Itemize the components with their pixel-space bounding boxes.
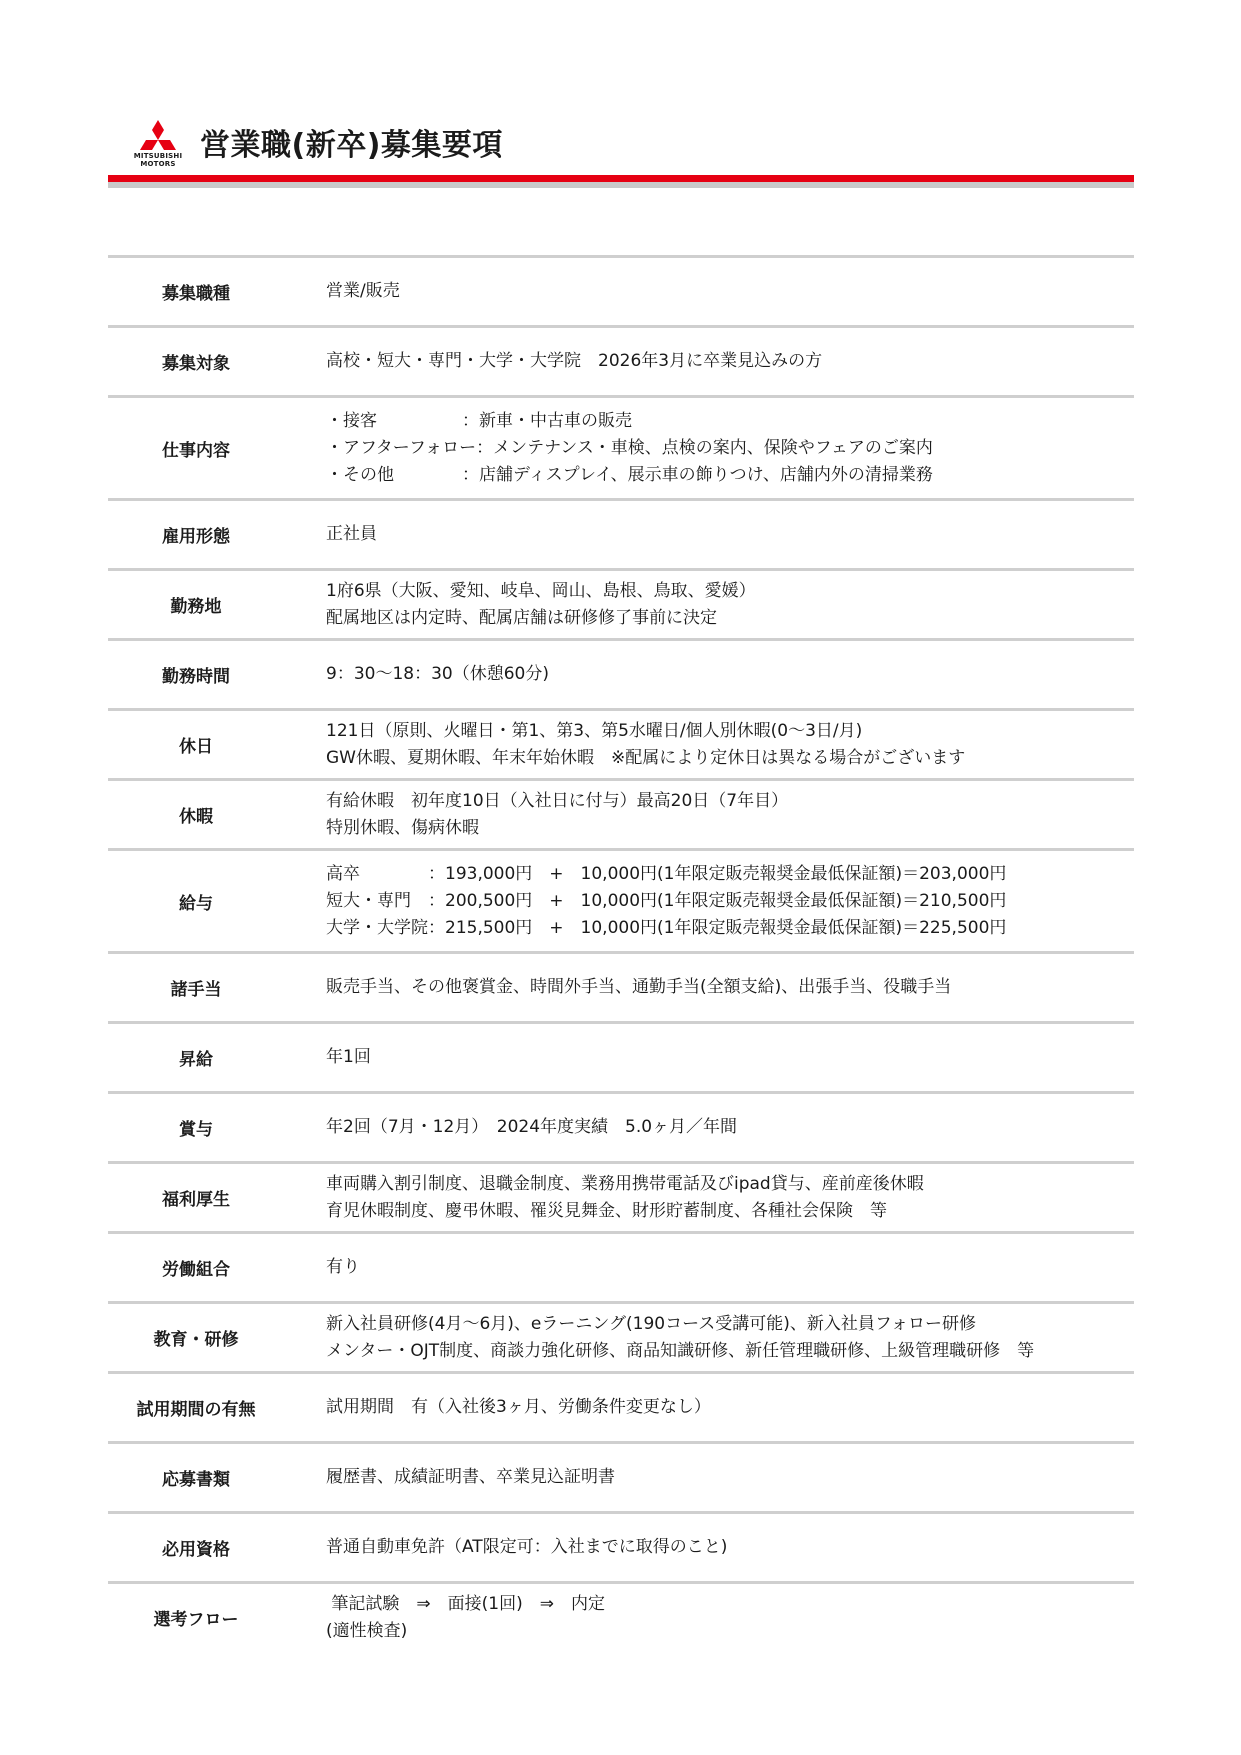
row-label: 勤務時間 xyxy=(162,667,230,687)
row-value xyxy=(326,578,756,632)
table-row xyxy=(108,325,1134,395)
row-value xyxy=(326,278,400,305)
value-line: 育児休暇制度、慶弔休暇、罹災見舞金、財形貯蓄制度、各種社会保険 等 xyxy=(326,1200,887,1221)
value-line: 配属地区は内定時、配属店舗は研修修了事前に決定 xyxy=(326,607,717,628)
value-line: ・その他 ：店舗ディスプレイ、展示車の飾りつけ、店舗内外の清掃業務 xyxy=(326,464,933,485)
value-line: 1府6県（大阪、愛知、岐阜、岡山、島根、鳥取、愛媛） xyxy=(326,580,756,601)
value-line: 有給休暇 初年度10日（入社日に付与）最高20日（7年目） xyxy=(326,790,789,811)
value-line: 高卒 ：193,000円 + 10,000円(1年限定販売報奨金最低保証額)＝203,000円 xyxy=(326,863,1007,884)
row-value xyxy=(326,1311,1034,1365)
value-line: 有り xyxy=(326,1257,360,1277)
row-label: 給与 xyxy=(179,893,213,914)
row-label: 募集対象 xyxy=(162,354,230,374)
row-label: 昇給 xyxy=(179,1050,213,1070)
value-line: 車両購入割引制度、退職金制度、業務用携帯電話及びipad貸与、産前産後休暇 xyxy=(326,1173,924,1194)
table-row xyxy=(108,1161,1134,1231)
table-row xyxy=(108,778,1134,848)
row-label: 勤務地 xyxy=(170,597,222,617)
row-value xyxy=(326,1464,615,1491)
table-row xyxy=(108,638,1134,708)
page-title: 営業職(新卒)募集要項 xyxy=(200,128,503,163)
table-row xyxy=(108,1371,1134,1441)
row-value xyxy=(326,1534,727,1561)
value-line: メンター・OJT制度、商談力強化研修、商品知識研修、新任管理職研修、上級管理職研修 等 xyxy=(326,1340,1035,1361)
row-value xyxy=(326,1394,711,1421)
row-label: 賞与 xyxy=(179,1120,213,1140)
row-label: 仕事内容 xyxy=(162,440,230,461)
row-label: 休暇 xyxy=(179,807,213,827)
row-label: 休日 xyxy=(179,737,213,757)
value-line: 正社員 xyxy=(326,524,377,544)
table-row xyxy=(108,1301,1134,1371)
row-value xyxy=(326,521,377,548)
row-value xyxy=(326,718,965,772)
row-value xyxy=(326,1171,924,1225)
table-row xyxy=(108,848,1134,951)
row-label: 選考フロー xyxy=(153,1610,239,1630)
logo-wordmark: MITSUBISHI MOTORS xyxy=(133,152,183,168)
header-grey-rule xyxy=(108,182,1134,188)
table-row xyxy=(108,1441,1134,1511)
row-label: 労働組合 xyxy=(162,1260,230,1280)
row-label: 必用資格 xyxy=(162,1540,230,1560)
row-value xyxy=(326,788,788,842)
value-line: 121日（原則、火曜日・第1、第3、第5水曜日/個人別休暇(0～3日/月) xyxy=(326,720,863,741)
table-row xyxy=(108,1091,1134,1161)
value-line: 9：30～18：30（休憩60分) xyxy=(326,664,549,684)
row-value xyxy=(326,1114,737,1141)
table-row xyxy=(108,395,1134,498)
table-row xyxy=(108,568,1134,638)
value-line: 特別休暇、傷病休暇 xyxy=(326,817,479,838)
value-line: 短大・専門 ：200,500円 + 10,000円(1年限定販売報奨金最低保証額)＝210,500円 xyxy=(326,890,1007,911)
value-line: GW休暇、夏期休暇、年末年始休暇 ※配属により定休日は異なる場合がございます xyxy=(326,747,966,768)
row-value xyxy=(326,408,933,489)
table-row xyxy=(108,1581,1134,1651)
row-value xyxy=(326,974,951,1001)
value-line: 年2回（7月・12月） 2024年度実績 5.0ヶ月／年間 xyxy=(326,1117,738,1137)
value-line: 新入社員研修(4月～6月)、eラーニング(190コース受講可能)、新入社員フォロー研修 xyxy=(326,1313,977,1334)
row-value xyxy=(326,1591,605,1645)
row-value xyxy=(326,661,549,688)
row-value xyxy=(326,861,1006,942)
table-row xyxy=(108,708,1134,778)
requirements-table xyxy=(108,255,1134,1651)
table-row xyxy=(108,498,1134,568)
value-line: 普通自動車免許（AT限定可：入社までに取得のこと) xyxy=(326,1537,728,1557)
row-label: 募集職種 xyxy=(162,284,230,304)
header-red-rule xyxy=(108,175,1134,182)
value-line: 大学・大学院：215,500円 + 10,000円(1年限定販売報奨金最低保証額)＝225,500円 xyxy=(326,917,1007,938)
table-row xyxy=(108,1021,1134,1091)
value-line: 高校・短大・専門・大学・大学院 2026年3月に卒業見込みの方 xyxy=(326,351,823,371)
value-line: ・接客 ：新車・中古車の販売 xyxy=(326,410,632,431)
row-label: 福利厚生 xyxy=(162,1190,230,1210)
table-row xyxy=(108,1511,1134,1581)
value-line: 筆記試験 ⇒ 面接(1回) ⇒ 内定 xyxy=(326,1593,605,1614)
value-line: 販売手当、その他褒賞金、時間外手当、通勤手当(全額支給)、出張手当、役職手当 xyxy=(326,977,952,997)
row-label: 諸手当 xyxy=(170,980,222,1000)
row-label: 試用期間の有無 xyxy=(136,1400,256,1420)
row-label: 雇用形態 xyxy=(162,527,230,547)
row-value xyxy=(326,1254,360,1281)
table-row xyxy=(108,1231,1134,1301)
row-value xyxy=(326,348,822,375)
table-row xyxy=(108,255,1134,325)
row-label: 応募書類 xyxy=(162,1470,230,1490)
value-line: 履歴書、成績証明書、卒業見込証明書 xyxy=(326,1467,615,1487)
value-line: 試用期間 有（入社後3ヶ月、労働条件変更なし） xyxy=(326,1397,711,1417)
value-line: ・アフターフォロー：メンテナンス・車検、点検の案内、保険やフェアのご案内 xyxy=(326,437,933,458)
value-line: (適性検査) xyxy=(326,1620,408,1641)
row-label: 教育・研修 xyxy=(153,1330,239,1350)
value-line: 年1回 xyxy=(326,1047,371,1067)
row-value xyxy=(326,1044,371,1071)
table-row xyxy=(108,951,1134,1021)
value-line: 営業/販売 xyxy=(326,281,400,301)
